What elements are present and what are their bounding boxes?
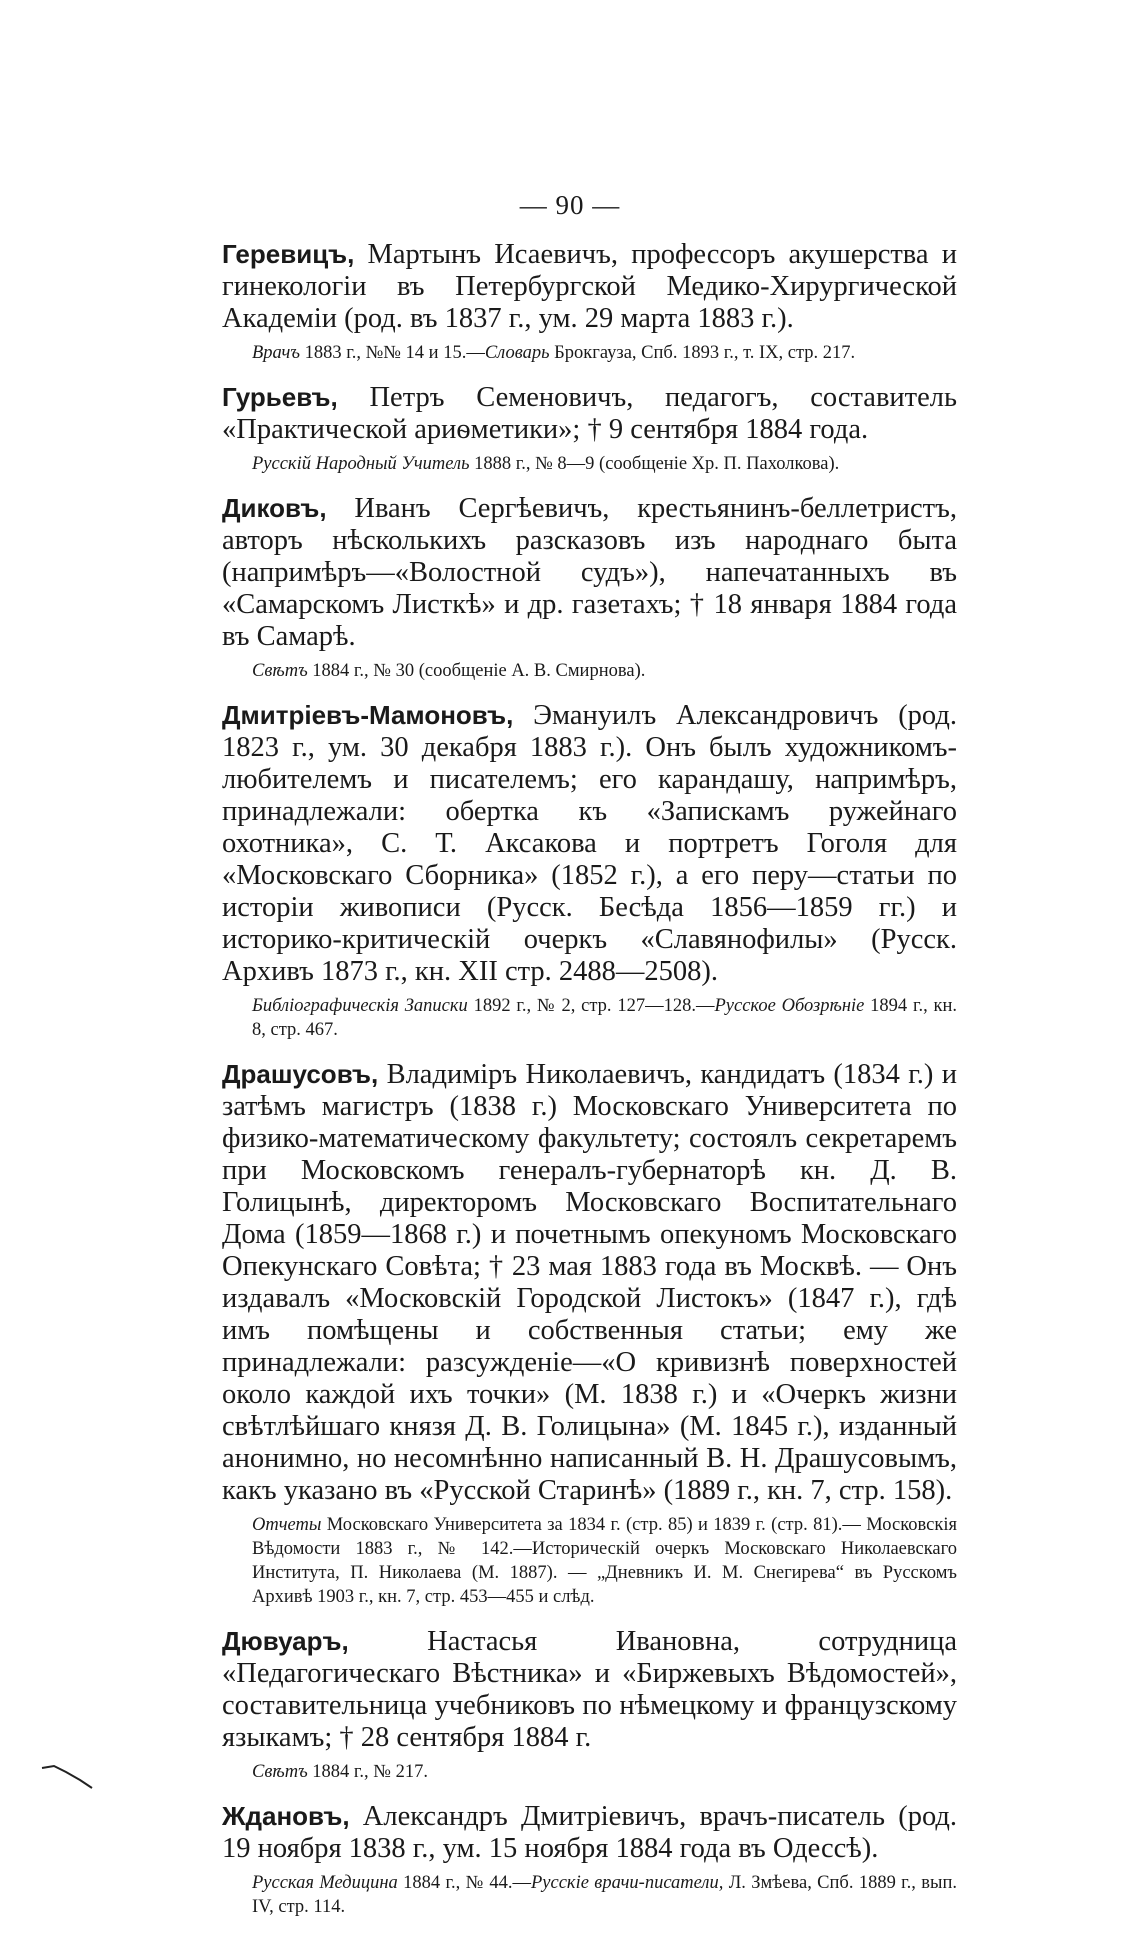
entry-name: Диковъ, [222,493,327,523]
entry-name: Драшусовъ, [222,1059,379,1089]
entry-source: Русскій Народный Учитель 1888 г., № 8—9 (сообщеніе Хр. П. Пахолкова). [252,454,840,474]
entry-source: Библіографическія Записки 1892 г., № 2, стр. 127—128.—Русское Обозрѣніе 1894 г., кн. 8, стр. 467. [252,996,957,1040]
pencil-mark-icon [40,1760,100,1790]
entries-column [222,238,957,1935]
entry-text: Диковъ, Иванъ Сергѣевичъ, крестьянинъ-беллетристъ, авторъ нѣсколькихъ разсказовъ изъ народнаго быта (напримѣръ—«Волостной судъ»), напечатанныхъ въ «Самарскомъ Листкѣ» и др. газетахъ; † 18 января 1884 года въ Самарѣ. [222,493,957,652]
entry-text: Дювуаръ, Настасья Ивановна, сотрудница «Педагогическаго Вѣстника» и «Биржевыхъ Вѣдомостей», составительница учебниковъ по нѣмецкому и французскому языкамъ; † 28 сентября 1884 г. [222,1626,957,1753]
entry [222,381,957,476]
entry-name: Дювуаръ, [222,1626,349,1656]
entry-name: Ждановъ, [222,1801,350,1831]
entry-source: Отчеты Московскаго Университета за 1834 г. (стр. 85) и 1839 г. (стр. 81).— Московскія Вѣдомости 1883 г., № 142.—Историческій очеркъ Московскаго Николаевскаго Института, П. Николаева (М. 1887). — „Дневникъ И. М. Снегирева“ въ Русскомъ Архивѣ 1903 г., кн. 7, стр. 453—455 и слѣд. [252,1515,957,1607]
entry [222,699,957,1042]
entry-source: Русская Медицина 1884 г., № 44.—Русскіе врачи-писатели, Л. Змѣева, Спб. 1889 г., вып. IV, стр. 114. [252,1873,957,1917]
page-number: — 90 — [519,190,621,220]
entry-source: Свѣтъ 1884 г., № 30 (сообщеніе А. В. Смирнова). [252,661,646,681]
entry-text: Гурьевъ, Петръ Семеновичъ, педагогъ, составитель «Практической ариѳметики»; † 9 сентября 1884 года. [222,382,957,445]
entry [222,492,957,683]
entry [222,1625,957,1784]
entry-name: Гурьевъ, [222,382,338,412]
entry-text: Драшусовъ, Владиміръ Николаевичъ, кандидатъ (1834 г.) и затѣмъ магистръ (1838 г.) Московскаго Университета по физико-математическому факультету; состоялъ секретаремъ при Московскомъ генералъ-губернаторѣ кн. Д. В. Голицынѣ, директоромъ Московскаго Воспитательнаго Дома (1859—1868 г.) и почетнымъ опекуномъ Московскаго Опекунскаго Совѣта; † 23 мая 1883 года въ Москвѣ. — Онъ издавалъ «Московскій Городской Листокъ» (1847 г.), гдѣ имъ помѣщены и собственныя статьи; ему же принадлежали: разсужденіе—«О кривизнѣ поверхностей около каждой ихъ точки» (М. 1838 г.) и «Очеркъ жизни свѣтлѣйшаго князя Д. В. Голицына» (М. 1845 г.), изданный анонимно, но несомнѣнно написанный В. Н. Драшусовымъ, какъ указано въ «Русской Старинѣ» (1889 г., кн. 7, стр. 158). [222,1059,957,1506]
entry [222,1058,957,1609]
entry-text: Дмитріевъ-Мамоновъ, Эмануилъ Александровичъ (род. 1823 г., ум. 30 декабря 1883 г.). Онъ былъ художникомъ-любителемъ и писателемъ; его карандашу, напримѣръ, принадлежали: обертка къ «Запискамъ ружейнаго охотника», С. Т. Аксакова и портретъ Гоголя для «Московскаго Сборника» (1852 г.), а его перу—статьи по исторіи живописи (Русск. Бесѣда 1856—1859 гг.) и историко-критическій очеркъ «Славянофилы» (Русск. Архивъ 1873 г., кн. XII стр. 2488—2508). [222,700,957,987]
entry-text: Геревицъ, Мартынъ Исаевичъ, профессоръ акушерства и гинекологіи въ Петербургской Медико-Хирургической Академіи (род. въ 1837 г., ум. 29 марта 1883 г.). [222,239,957,334]
entry [222,238,957,365]
entry-name: Геревицъ, [222,239,355,269]
entry-source: Врачъ 1883 г., №№ 14 и 15.—Словарь Брокгауза, Спб. 1893 г., т. IX, стр. 217. [252,343,856,363]
entry-name: Дмитріевъ-Мамоновъ, [222,700,514,730]
entry-text: Ждановъ, Александръ Дмитріевичъ, врачъ-писатель (род. 19 ноября 1838 г., ум. 15 ноября 1884 года въ Одессѣ). [222,1801,957,1864]
entry-source: Свѣтъ 1884 г., № 217. [252,1762,428,1782]
